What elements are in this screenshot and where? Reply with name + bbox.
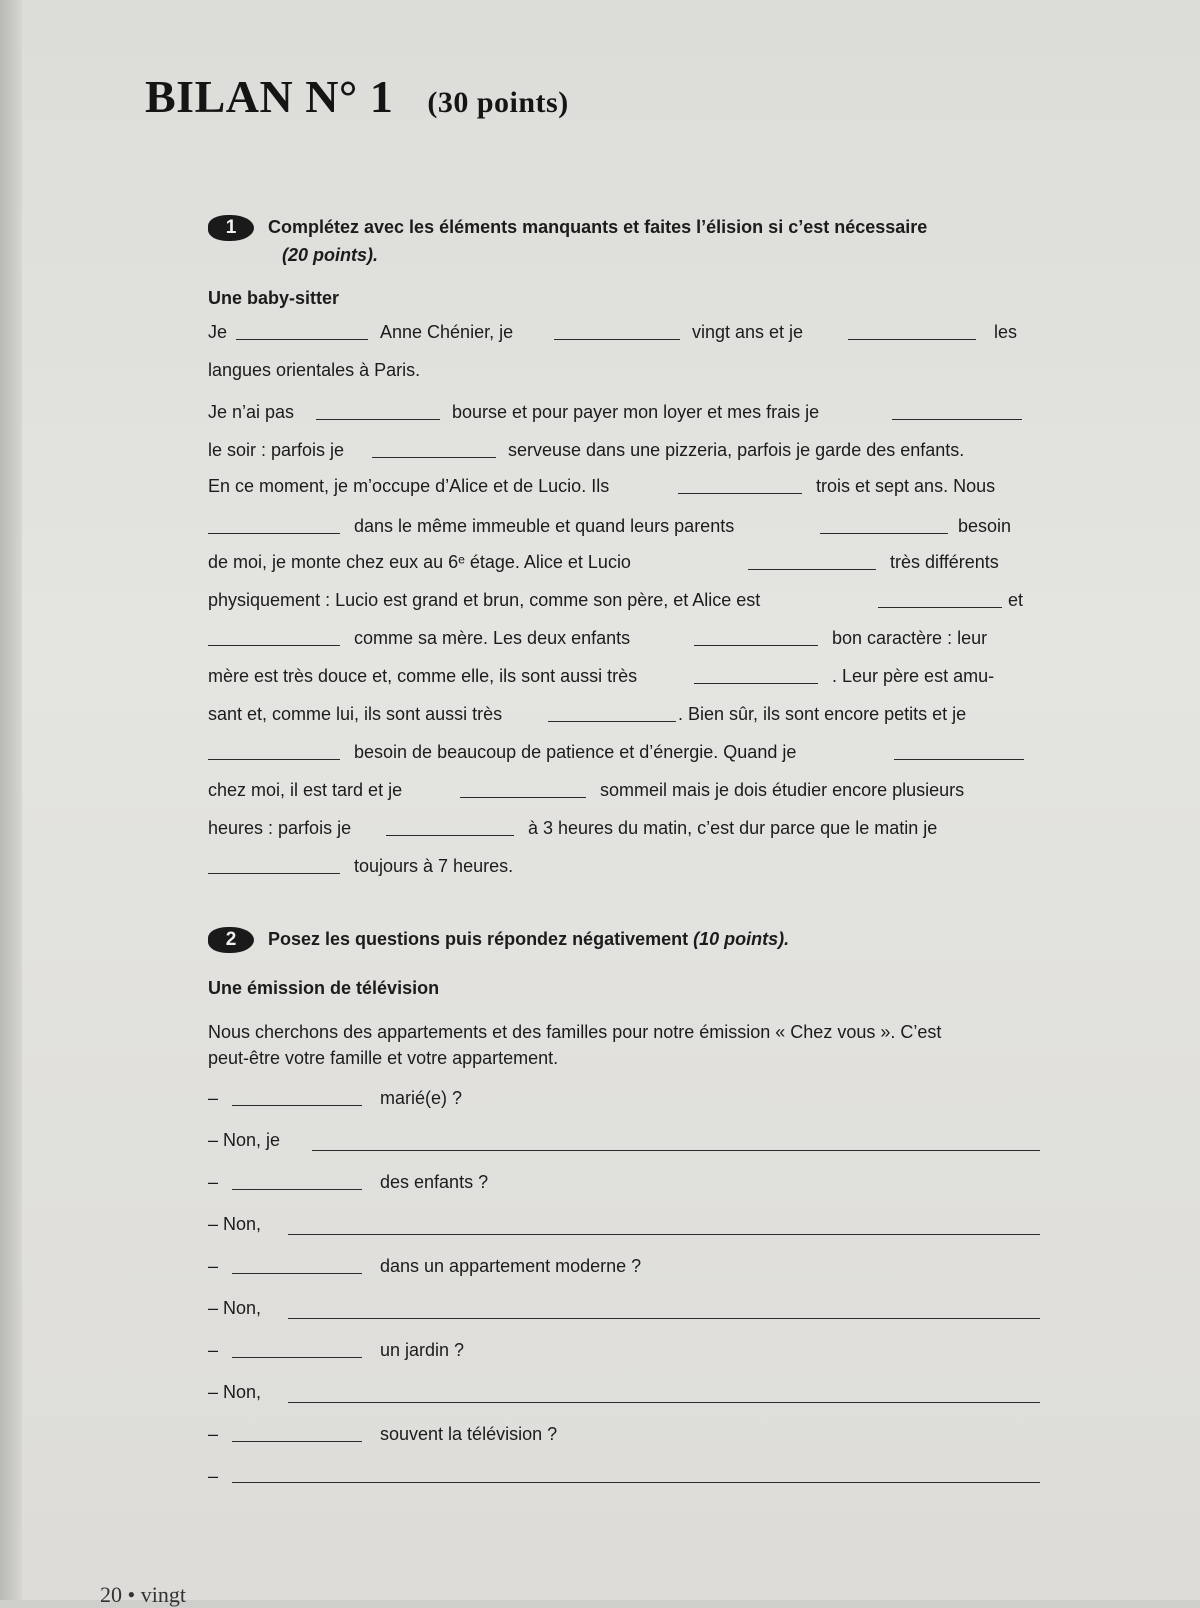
text-line-9: comme sa mère. Les deux enfants bon caractère : leur	[208, 624, 1038, 652]
fill-blank[interactable]	[848, 339, 976, 340]
answer-line-1: – Non, je	[208, 1126, 1038, 1154]
answer-blank[interactable]	[288, 1318, 1040, 1319]
fill-blank[interactable]	[208, 873, 340, 874]
fill-blank[interactable]	[232, 1105, 362, 1106]
fill-blank[interactable]	[892, 419, 1022, 420]
text-line-10: mère est très douce et, comme elle, ils sont aussi très . Leur père est amu-	[208, 666, 995, 686]
fill-blank[interactable]	[548, 721, 676, 722]
title-text: BILAN N° 1	[145, 71, 394, 122]
question-line-3: – dans un appartement moderne ?	[208, 1256, 642, 1276]
answer-line-2: – Non,	[208, 1210, 1038, 1238]
fill-blank[interactable]	[232, 1357, 362, 1358]
answer-line-5: –	[208, 1462, 1038, 1490]
question-line-2: – des enfants ?	[208, 1172, 489, 1192]
fill-blank[interactable]	[316, 419, 440, 420]
text-line-4: le soir : parfois je serveuse dans une pizzeria, parfois je garde des enfants.	[208, 440, 965, 460]
fill-blank[interactable]	[232, 1189, 362, 1190]
fill-blank[interactable]	[820, 533, 948, 534]
exercise1-subtitle: Une baby-sitter	[208, 288, 340, 308]
text-line-11: sant et, comme lui, ils sont aussi très . Bien sûr, ils sont encore petits et je	[208, 704, 967, 724]
answer-line-4: – Non,	[208, 1378, 1038, 1406]
exercise2-number-badge: 2	[208, 927, 254, 953]
text-line-3: Je n’ai pas bourse et pour payer mon loyer et mes frais je	[208, 398, 1038, 426]
answer-line-3: – Non,	[208, 1294, 1038, 1322]
page-number: 20 • vingt	[100, 1582, 186, 1607]
fill-blank[interactable]	[208, 533, 340, 534]
fill-blank[interactable]	[232, 1441, 362, 1442]
text-line-6: dans le même immeuble et quand leurs parents besoin	[208, 512, 1038, 540]
question-line-5: – souvent la télévision ?	[208, 1424, 558, 1444]
fill-blank[interactable]	[894, 759, 1024, 760]
page-edge	[0, 0, 22, 1600]
fill-blank[interactable]	[460, 797, 586, 798]
answer-blank[interactable]	[288, 1234, 1040, 1235]
text-line-1: Je Anne Chénier, je vingt ans et je les	[208, 322, 1018, 342]
intro-line-1: Nous cherchons des appartements et des familles pour notre émission « Chez vous ». C’est	[208, 1022, 942, 1042]
fill-blank[interactable]	[208, 759, 340, 760]
title-points: (30 points)	[427, 86, 569, 119]
text-line-7: de moi, je monte chez eux au 6ᵉ étage. Alice et Lucio très différents	[208, 552, 999, 572]
fill-blank[interactable]	[554, 339, 680, 340]
exercise1-instruction: Complétez avec les éléments manquants et faites l’élision si c’est nécessaire	[268, 217, 928, 237]
exercise1-number-badge: 1	[208, 215, 254, 241]
fill-blank[interactable]	[694, 645, 818, 646]
exercise2-points: (10 points).	[693, 929, 790, 949]
answer-blank[interactable]	[288, 1402, 1040, 1403]
answer-blank[interactable]	[232, 1482, 1040, 1483]
fill-blank[interactable]	[208, 645, 340, 646]
text-line-8: physiquement : Lucio est grand et brun, comme son père, et Alice est et	[208, 590, 1024, 610]
fill-blank[interactable]	[694, 683, 818, 684]
question-line-4: – un jardin ?	[208, 1340, 465, 1360]
text-line-13: chez moi, il est tard et je sommeil mais je dois étudier encore plusieurs	[208, 780, 965, 800]
text-line-15: toujours à 7 heures.	[208, 852, 1038, 880]
text-line-5: En ce moment, je m’occupe d’Alice et de Lucio. Ils trois et sept ans. Nous	[208, 476, 996, 496]
fill-blank[interactable]	[748, 569, 876, 570]
fill-blank[interactable]	[232, 1273, 362, 1274]
fill-blank[interactable]	[878, 607, 1002, 608]
fill-blank[interactable]	[372, 457, 496, 458]
exercise1-heading	[208, 214, 927, 241]
text-line-12: besoin de beaucoup de patience et d’énergie. Quand je	[208, 738, 1038, 766]
page-title	[145, 70, 569, 123]
exercise2-subtitle: Une émission de télévision	[208, 978, 440, 998]
question-line-1: – marié(e) ?	[208, 1088, 463, 1108]
fill-blank[interactable]	[236, 339, 368, 340]
answer-blank[interactable]	[312, 1150, 1040, 1151]
fill-blank[interactable]	[386, 835, 514, 836]
exercise1-points: (20 points).	[282, 245, 379, 265]
intro-line-2: peut-être votre famille et votre appartement.	[208, 1048, 559, 1068]
text-line-14: heures : parfois je à 3 heures du matin, c’est dur parce que le matin je	[208, 818, 938, 838]
exercise2-heading	[208, 926, 789, 953]
text-line-2: langues orientales à Paris.	[208, 360, 421, 380]
fill-blank[interactable]	[678, 493, 802, 494]
exercise2-instruction: Posez les questions puis répondez négativement	[268, 929, 689, 949]
